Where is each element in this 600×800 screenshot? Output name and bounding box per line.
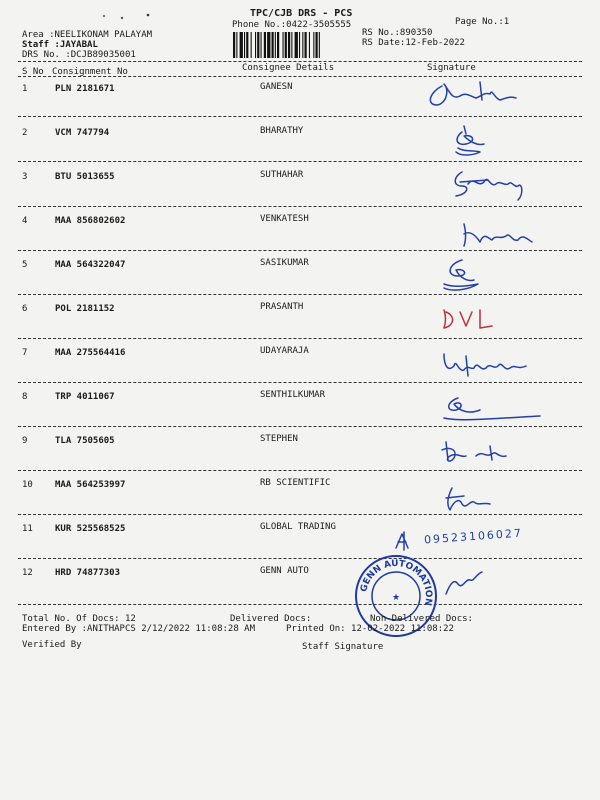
row-consignee: STEPHEN — [260, 434, 298, 444]
svg-text:GENN AUTOMATION: GENN AUTOMATION — [359, 558, 434, 607]
row-consignee: GENN AUTO — [260, 566, 309, 576]
row-consignment: MAA 275564416 — [55, 348, 126, 358]
svg-text:★: ★ — [391, 593, 401, 603]
row-divider — [18, 250, 582, 251]
signature-8 — [440, 392, 550, 426]
row-consignee: VENKATESH — [260, 214, 309, 224]
signature-1 — [420, 78, 540, 112]
row-consignment: MAA 856802602 — [55, 216, 126, 226]
area-label: Area :NEELIKONAM PALAYAM — [22, 30, 153, 40]
row-sno: 4 — [22, 216, 28, 226]
row-divider — [18, 426, 582, 427]
signature-5 — [438, 254, 498, 294]
row-divider — [18, 604, 582, 605]
row-sno: 7 — [22, 348, 28, 358]
col-signature: Signature — [427, 63, 476, 73]
printed-on: Printed On: 12-02-2022 11:08:22 — [286, 624, 454, 634]
staff-label: Staff :JAYABAL — [22, 40, 98, 50]
row-consignment: HRD 74877303 — [55, 568, 121, 578]
handwritten-phone: 09523106027 — [423, 526, 524, 547]
drs-number: DRS No. :DCJB89035001 — [22, 50, 136, 60]
row-consignment: BTU 5013655 — [55, 172, 115, 182]
row-sno: 2 — [22, 128, 28, 138]
row-consignment: PLN 2181671 — [55, 84, 115, 94]
non-delivered-docs: Non-Delivered Docs: — [370, 614, 473, 624]
signature-11 — [390, 530, 416, 552]
divider — [18, 61, 582, 62]
col-sno: S No — [22, 67, 44, 77]
row-consignment: TRP 4011067 — [55, 392, 115, 402]
row-divider — [18, 294, 582, 295]
row-sno: 3 — [22, 172, 28, 182]
row-sno: 12 — [22, 568, 33, 578]
row-sno: 5 — [22, 260, 28, 270]
row-consignment: KUR 525568525 — [55, 524, 126, 534]
divider — [18, 76, 582, 77]
row-consignee: SENTHILKUMAR — [260, 390, 326, 400]
row-consignee: RB SCIENTIFIC — [260, 478, 331, 488]
entered-by: Entered By :ANITHAPCS 2/12/2022 11:08:28 AM — [22, 624, 255, 634]
verified-by: Verified By — [22, 640, 82, 650]
row-consignment: MAA 564253997 — [55, 480, 126, 490]
row-consignee: BHARATHY — [260, 126, 304, 136]
signature-2 — [450, 124, 510, 160]
col-consignment: Consignment No — [52, 67, 128, 77]
row-consignee: PRASANTH — [260, 302, 304, 312]
row-divider — [18, 206, 582, 207]
row-consignee: GANESN — [260, 82, 293, 92]
col-consignee: Consignee Details — [242, 63, 335, 73]
row-consignment: MAA 564322047 — [55, 260, 126, 270]
row-consignee: SUTHAHAR — [260, 170, 304, 180]
document-title: TPC/CJB DRS - PCS — [250, 8, 353, 19]
signature-9 — [436, 436, 526, 472]
row-divider — [18, 338, 582, 339]
row-sno: 8 — [22, 392, 28, 402]
row-sno: 11 — [22, 524, 33, 534]
rs-date: RS Date:12-Feb-2022 — [362, 38, 465, 48]
total-docs: Total No. Of Docs: 12 — [22, 614, 136, 624]
signature-10 — [440, 484, 510, 518]
row-consignment: TLA 7505605 — [55, 436, 115, 446]
row-consignment: POL 2181152 — [55, 304, 115, 314]
row-sno: 1 — [22, 84, 28, 94]
row-consignment: VCM 747794 — [55, 128, 110, 138]
row-divider — [18, 161, 582, 162]
delivered-docs: Delivered Docs: — [230, 614, 312, 624]
signature-3 — [448, 166, 538, 202]
staff-signature-label: Staff Signature — [302, 642, 384, 652]
row-consignee: GLOBAL TRADING — [260, 522, 336, 532]
signature-7 — [438, 348, 538, 384]
row-sno: 10 — [22, 480, 33, 490]
phone-number: Phone No.:0422-3505555 — [232, 20, 352, 30]
row-sno: 6 — [22, 304, 28, 314]
barcode — [232, 32, 360, 58]
rs-number: RS No.:890350 — [362, 28, 433, 38]
signature-12 — [440, 564, 490, 600]
signature-4 — [458, 220, 548, 250]
page-number: Page No.:1 — [455, 17, 510, 27]
row-divider — [18, 558, 582, 559]
row-sno: 9 — [22, 436, 28, 446]
row-consignee: SASIKUMAR — [260, 258, 309, 268]
signature-6 — [436, 304, 506, 334]
scan-specks — [100, 10, 160, 24]
row-consignee: UDAYARAJA — [260, 346, 309, 356]
row-divider — [18, 116, 582, 117]
